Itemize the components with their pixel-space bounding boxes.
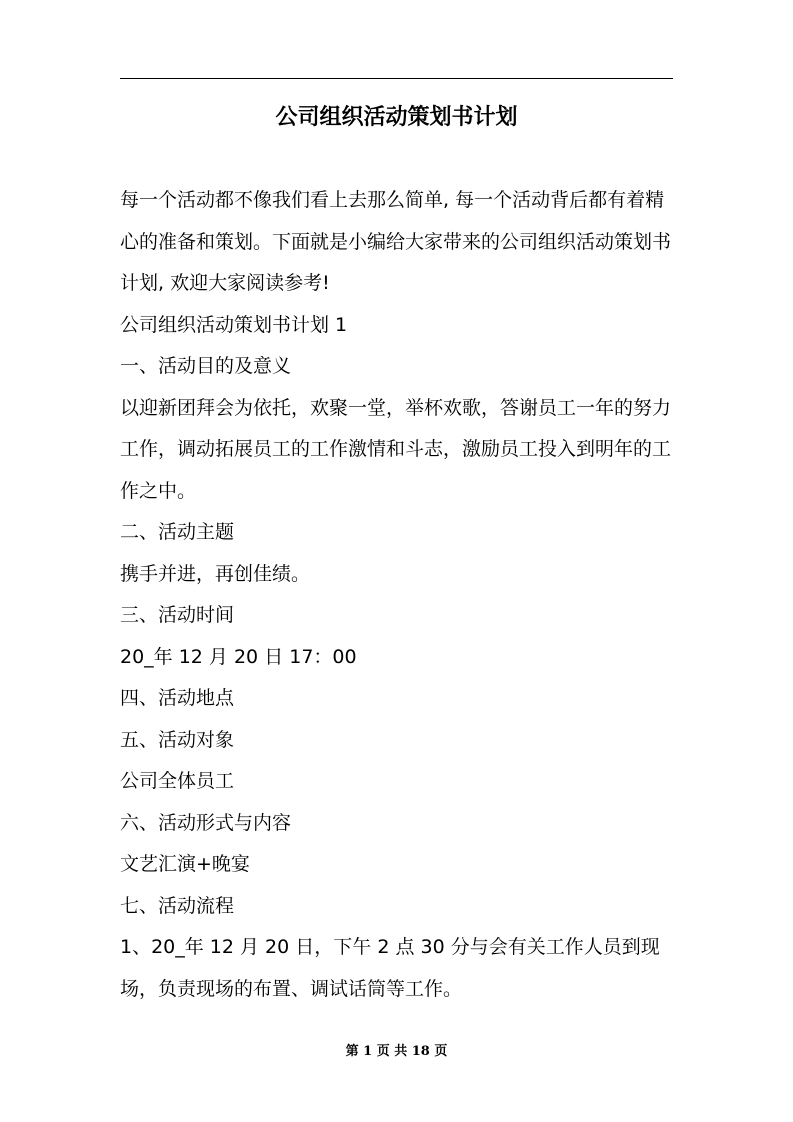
- theme-paragraph: 携手并进，再创佳绩。: [120, 562, 311, 585]
- audience-paragraph: 公司全体员工: [120, 770, 235, 792]
- header-rule: [120, 78, 673, 79]
- time-paragraph: 20_年 12 月 20 日 17：00: [120, 645, 357, 668]
- intro-paragraph: 每一个活动都不像我们看上去那么简单, 每一个活动背后都有着精心的准备和策划。下面就是小编给大家带来的公司组织活动策划书计划, 欢迎大家阅读参考!: [120, 189, 672, 294]
- section-heading-format: 六、活动形式与内容: [120, 811, 292, 834]
- section-heading-audience: 五、活动对象: [120, 728, 235, 751]
- section-heading-process: 七、活动流程: [120, 894, 235, 917]
- process-step-paragraph: 1、20_年 12 月 20 日，下午 2 点 30 分与会有关工作人员到现场，负责现场的布置、调试话筒等工作。: [120, 936, 660, 1000]
- plan-heading: 公司组织活动策划书计划 1: [120, 313, 348, 336]
- section-heading-location: 四、活动地点: [120, 687, 235, 709]
- section-heading-purpose: 一、活动目的及意义: [120, 355, 292, 377]
- document-title: 公司组织活动策划书计划: [275, 105, 518, 130]
- section-heading-time: 三、活动时间: [120, 604, 235, 626]
- section-heading-theme: 二、活动主题: [120, 521, 235, 543]
- document-body: [120, 180, 680, 1010]
- purpose-paragraph: 以迎新团拜会为依托，欢聚一堂，举杯欢歌，答谢员工一年的努力工作，调动拓展员工的工作激情和斗志，激励员工投入到明年的工作之中。: [120, 396, 672, 502]
- format-paragraph: 文艺汇演+晚宴: [120, 853, 250, 875]
- page-indicator: 第 1 页 共 18 页: [345, 1044, 448, 1059]
